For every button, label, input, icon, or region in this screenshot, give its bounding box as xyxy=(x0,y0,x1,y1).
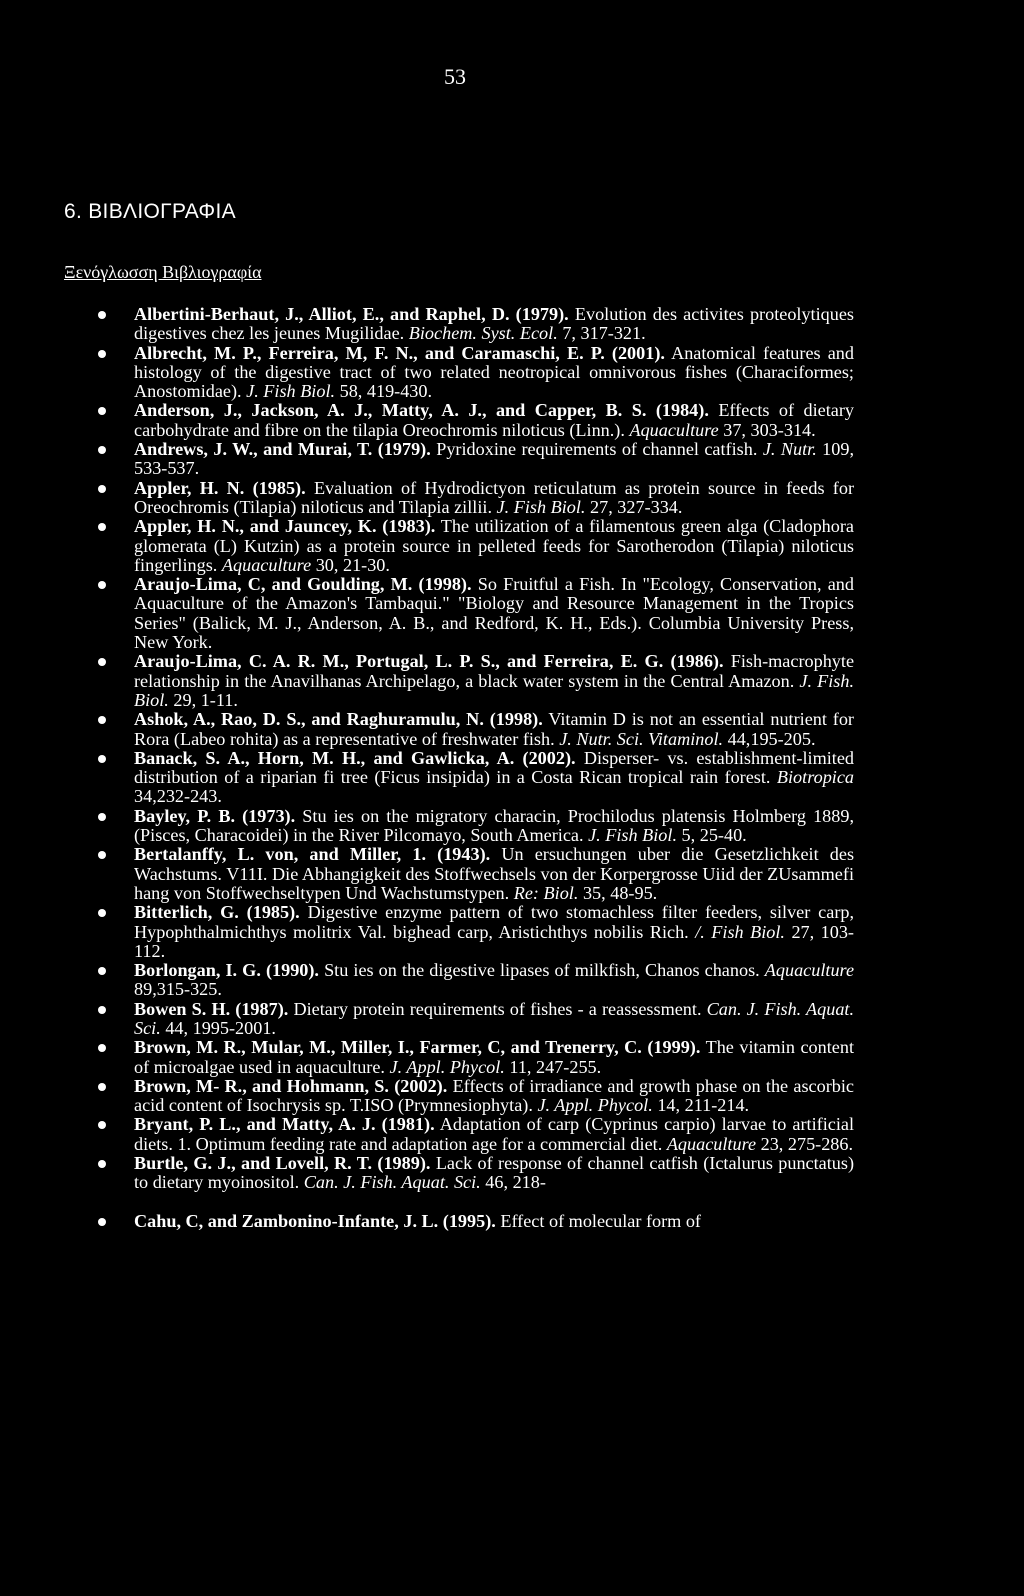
bullet-icon xyxy=(98,1121,106,1129)
reference-journal: J. Nutr. Sci. Vitaminol. xyxy=(559,728,724,749)
reference-details: 109, 533-537. xyxy=(134,439,854,479)
reference-details: 14, 211-214. xyxy=(657,1095,750,1116)
reference-details: 37, 303-314. xyxy=(723,419,816,440)
bullet-icon xyxy=(98,1218,106,1226)
bullet-icon xyxy=(98,909,106,917)
reference-text: Digestive enzyme pattern of two stomachless filter feeders, silver carp, Hypophthalmichthys molitrix Val. bighead carp, Aristichthys nobilis Rich. xyxy=(134,902,855,942)
reference-text: Stu ies on the migratory characin, Prochilodus platensis Holmberg 1889,(Pisces, Characoidei) in the River Pilcomayo, South America. xyxy=(134,805,855,846)
reference-journal: J. Appl. Phycol. xyxy=(537,1095,653,1116)
reference-text: Pyridoxine requirements of channel catfish. xyxy=(436,439,758,460)
bullet-icon xyxy=(98,967,106,975)
bullet-icon xyxy=(98,755,106,763)
bullet-icon xyxy=(98,581,106,589)
bullet-icon xyxy=(98,446,106,454)
reference-authors: Ashok, A., Rao, D. S., and Raghuramulu, N. (1998). xyxy=(134,709,543,730)
reference-text: Stu ies on the digestive lipases of milkfish, Chanos chanos. xyxy=(324,960,760,981)
reference-entry xyxy=(98,961,854,1000)
reference-journal: Aquaculture xyxy=(221,554,312,575)
reference-entry xyxy=(98,652,854,710)
reference-authors: Araujo-Lima, C. A. R. M., Portugal, L. P. S., and Ferreira, E. G. (1986). xyxy=(134,651,724,672)
bullet-icon xyxy=(98,813,106,821)
reference-entry xyxy=(98,749,854,807)
reference-authors: Banack, S. A., Horn, M. H., and Gawlicka, A. (2002). xyxy=(134,747,576,768)
reference-authors: Appler, H. N., and Jauncey, K. (1983). xyxy=(134,516,436,537)
reference-entry xyxy=(98,1077,854,1116)
reference-authors: Borlongan, I. G. (1990). xyxy=(134,960,319,981)
reference-entry xyxy=(98,517,854,575)
reference-list xyxy=(98,305,854,1231)
reference-journal: Aquaculture xyxy=(764,960,855,981)
reference-details: 30, 21-30. xyxy=(315,554,390,575)
reference-details: 5, 25-40. xyxy=(681,825,747,846)
reference-details: 44, 1995-2001. xyxy=(165,1017,276,1038)
bullet-icon xyxy=(98,716,106,724)
reference-journal: J. Fish Biol. xyxy=(246,381,336,402)
reference-entry xyxy=(98,1212,854,1231)
reference-details: 27, 327-334. xyxy=(590,496,683,517)
reference-entry xyxy=(98,344,854,402)
reference-journal: Biotropica xyxy=(776,767,855,788)
bullet-icon xyxy=(98,311,106,319)
reference-details: 23, 275-286. xyxy=(760,1133,854,1154)
reference-text: So Fruitful a Fish. In "Ecology, Conservation, and Aquaculture of the Amazon's Tambaqui." "Biology and Resource Management in the Tropics Series" (Balick, M. J., Anderson, A. B., and Redford, K. H., Eds.). Columbia University Press, New York. xyxy=(134,574,854,653)
reference-text: Disperser- vs. establishment-limited distribution of a riparian fi tree (Ficus insipida) in a Costa Rican tropical rain forest. xyxy=(134,747,855,788)
reference-journal: J. Fish. Biol. xyxy=(134,670,854,710)
reference-details: 27, 103-112. xyxy=(134,921,854,961)
reference-text: Effects of dietary carbohydrate and fibre on the tilapia Oreochromis niloticus (Linn.). xyxy=(134,400,854,440)
reference-authors: Bryant, P. L., and Matty, A. J. (1981). xyxy=(134,1114,435,1135)
reference-details: 11, 247-255. xyxy=(509,1056,602,1077)
reference-authors: Bertalanffy, L. von, and Miller, 1. (1943). xyxy=(134,844,491,865)
reference-entry xyxy=(98,305,854,344)
reference-text: Un ersuchungen uber die Gesetzlichkeit des Wachstums. V11I. Die Abhangigkeit des Stoffwechsels von der Korpergrosse Uiid der ZUsammefi hang von Stoffwechseltypen Und Wachstumstypen. xyxy=(134,844,855,903)
bullet-icon xyxy=(98,1083,106,1091)
reference-text: The utilization of a filamentous green alga (Cladophora glomerata (L) Kutzin) as a protein source in pelleted feeds for Sarotherodon (Tilapia) niloticus fingerlings. xyxy=(134,516,854,575)
reference-journal: Can. J. Fish. Aquat. Sci. xyxy=(303,1172,481,1193)
reference-entry xyxy=(98,479,854,518)
reference-text: Evolution des activites proteolytiques digestives chez les jeunes Mugilidae. xyxy=(134,304,855,344)
reference-authors: Brown, M. R., Mular, M., Miller, I., Farmer, C, and Trenerry, C. (1999). xyxy=(134,1037,701,1058)
reference-journal: Aquaculture xyxy=(629,419,719,440)
reference-authors: Albrecht, M. P., Ferreira, M, F. N., and Caramaschi, E. P. (2001). xyxy=(134,342,665,363)
reference-details: 29, 1-11. xyxy=(173,689,238,710)
reference-journal: Can. J. Fish. Aquat. Sci. xyxy=(134,998,855,1038)
reference-text: Anatomical features and histology of the digestive tract of two related neotropical omnivorous fishes (Characiformes; Anostomidae). xyxy=(134,342,854,402)
bullet-icon xyxy=(98,851,106,859)
reference-text: Fish-macrophyte relationship in the Anavilhanas Archipelago, a black water system in the Central Amazon. xyxy=(134,651,855,691)
bullet-icon xyxy=(98,523,106,531)
reference-details: 46, 218- xyxy=(485,1172,546,1193)
bullet-icon xyxy=(98,1044,106,1052)
reference-entry xyxy=(98,575,854,652)
reference-text: Vitamin D is not an essential nutrient for Rora (Labeo rohita) as a representative of freshwater fish. xyxy=(134,709,854,749)
reference-text: Effects of irradiance and growth phase on the ascorbic acid content of Isochrysis sp. T.ISO (Prymnesiophyta). xyxy=(134,1075,854,1116)
reference-journal: J. Fish Biol. xyxy=(588,825,677,846)
reference-authors: Bitterlich, G. (1985). xyxy=(134,902,300,923)
reference-text: Adaptation of carp (Cyprinus carpio) larvae to artificial diets. 1. Optimum feeding rate and adaptation age for a commercial diet. xyxy=(134,1114,855,1154)
reference-details: 34,232-243. xyxy=(134,786,222,807)
reference-journal: J. Nutr. xyxy=(762,439,817,460)
reference-journal: Aquaculture xyxy=(666,1133,757,1154)
subsection-title: Ξενόγλωσση Βιβλιογραφία xyxy=(64,262,262,282)
reference-text: Dietary protein requirements of fishes - a reassessment. xyxy=(293,998,702,1019)
reference-authors: Bayley, P. B. (1973). xyxy=(134,805,296,826)
reference-journal: Re: Biol. xyxy=(513,882,579,903)
reference-entry xyxy=(98,440,854,479)
reference-entry xyxy=(98,1115,854,1154)
bullet-icon xyxy=(98,407,106,415)
reference-authors: Anderson, J., Jackson, A. J., Matty, A. J., and Capper, B. S. (1984). xyxy=(134,400,709,421)
reference-details: 35, 48-95. xyxy=(582,882,658,903)
reference-entry xyxy=(98,807,854,846)
reference-journal: /. Fish Biol. xyxy=(695,921,785,942)
reference-entry xyxy=(98,845,854,903)
reference-authors: Andrews, J. W., and Murai, T. (1979). xyxy=(134,439,431,460)
reference-text: Evaluation of Hydrodictyon reticulatum as protein source in feeds for Oreochromis (Tilapia) niloticus and Tilapia zillii. xyxy=(134,477,854,517)
reference-entry xyxy=(98,1000,854,1039)
reference-journal: J. Appl. Phycol. xyxy=(389,1056,505,1077)
reference-authors: Brown, M- R., and Hohmann, S. (2002). xyxy=(134,1075,448,1096)
reference-authors: Appler, H. N. (1985). xyxy=(134,477,306,498)
reference-entry xyxy=(98,903,854,961)
reference-details: 7, 317-321. xyxy=(562,323,646,344)
reference-text: Lack of response of channel catfish (Ictalurus punctatus) to dietary myoinositol. xyxy=(134,1153,855,1193)
reference-journal: Biochem. Syst. Ecol. xyxy=(408,323,558,344)
reference-authors: Cahu, C, and Zambonino-Infante, J. L. (1995). xyxy=(134,1210,496,1231)
reference-entry xyxy=(98,1038,854,1077)
reference-authors: Albertini-Berhaut, J., Alliot, E., and Raphel, D. (1979). xyxy=(134,304,569,324)
reference-details: 89,315-325. xyxy=(134,979,222,1000)
page-number: 53 xyxy=(444,64,466,89)
reference-entry xyxy=(98,1154,854,1193)
reference-details: 58, 419-430. xyxy=(339,381,433,402)
reference-text: Effect of molecular form of xyxy=(500,1210,701,1231)
reference-entry xyxy=(98,710,854,749)
reference-text: The vitamin content of microalgae used in aquaculture. xyxy=(134,1037,854,1077)
reference-authors: Araujo-Lima, C, and Goulding, M. (1998). xyxy=(134,574,472,595)
reference-authors: Burtle, G. J., and Lovell, R. T. (1989). xyxy=(134,1153,431,1174)
bullet-icon xyxy=(98,1160,106,1168)
reference-authors: Bowen S. H. (1987). xyxy=(134,998,289,1019)
bullet-icon xyxy=(98,1006,106,1014)
reference-journal: J. Fish Biol. xyxy=(496,496,586,517)
reference-details: 44,195-205. xyxy=(727,728,816,749)
bullet-icon xyxy=(98,485,106,493)
reference-entry xyxy=(98,401,854,440)
section-title: 6. ΒΙΒΛΙΟΓΡΑΦΙΑ xyxy=(64,200,236,223)
bullet-icon xyxy=(98,350,106,358)
bullet-icon xyxy=(98,658,106,666)
